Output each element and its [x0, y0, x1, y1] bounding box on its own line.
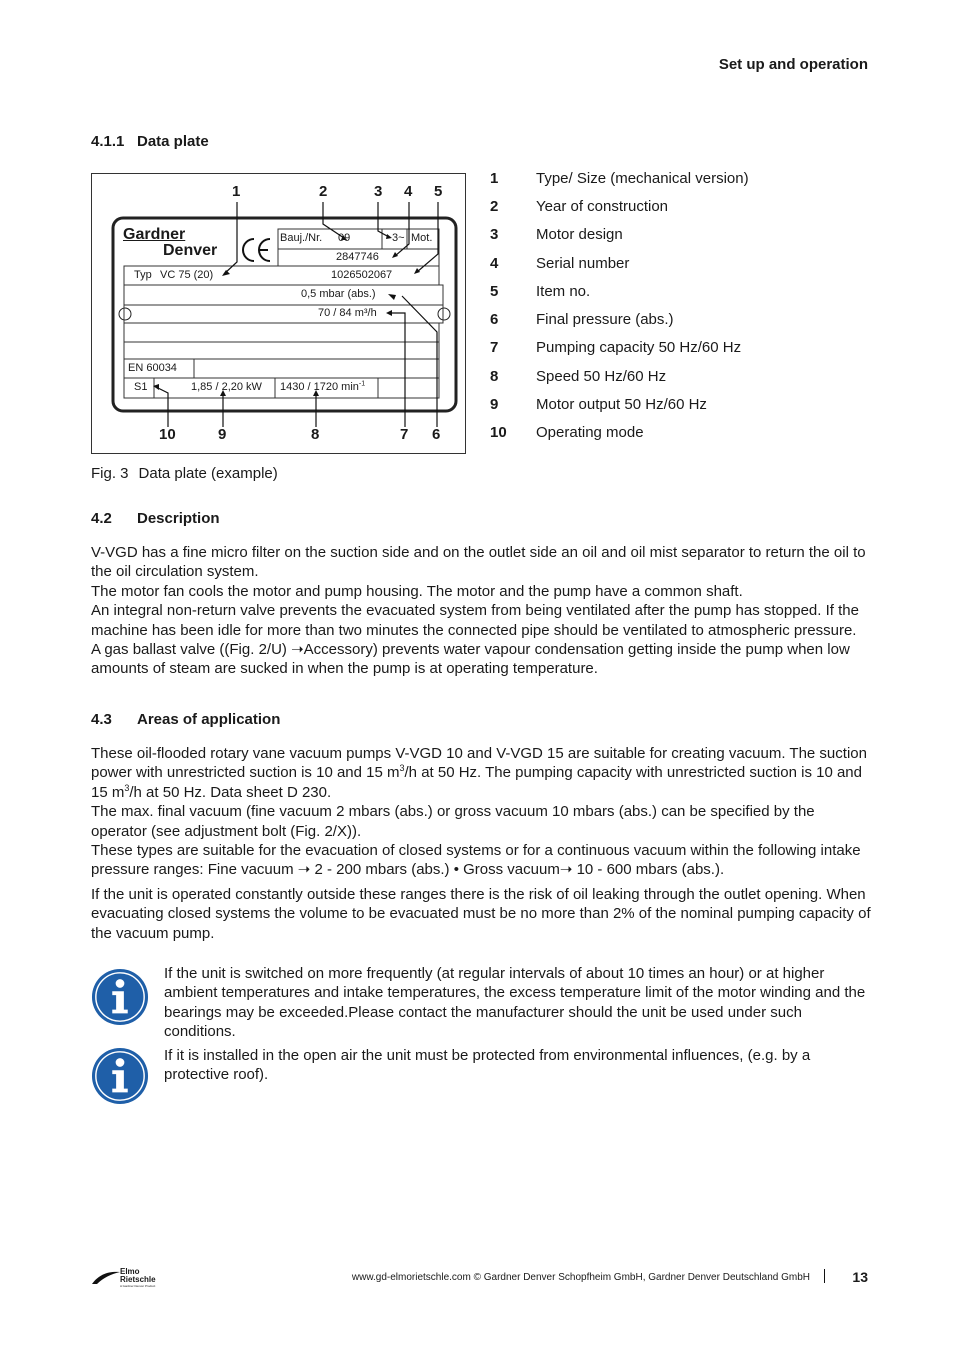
plate-speed	[280, 381, 365, 393]
section-heading-description	[91, 510, 220, 527]
info-note-1: If the unit is switched on more frequently (at regular intervals of about 10 times an hour) or at higher ambient temperatures and intake temperatures, the excess temperature limit of the motor winding and the bearings may be exceeded.Please contact the manufacturer should the unit be used under such conditions.	[164, 965, 866, 1041]
logo-line-2: Denver	[163, 242, 218, 259]
legend-text: Speed 50 Hz/60 Hz	[536, 368, 667, 385]
section-number: 4.1.1	[91, 133, 125, 150]
legend-text: Year of construction	[536, 198, 669, 215]
mounting-hole-right	[438, 308, 450, 320]
plate-item-no: 1026502067	[331, 269, 393, 281]
application-text	[91, 744, 871, 943]
callout-5: 5	[434, 183, 443, 200]
callout-2: 2	[319, 183, 328, 200]
plate-bauj-label: Bauj./Nr.	[280, 232, 323, 244]
plate-standard: EN 60034	[128, 362, 177, 374]
swoosh-icon	[91, 1270, 121, 1286]
description-paragraph: A gas ballast valve ((Fig. 2/U) ➝Accessory) prevents water vapour condensation getting inside the pump when low amounts of steam are sucked in when the pump is at operating temperature.	[91, 641, 850, 678]
legend-number: 9	[490, 396, 499, 413]
legend-text: Item no.	[536, 283, 591, 300]
logo-line-1: Gardner	[123, 226, 186, 243]
application-paragraph-3: These types are suitable for the evacuation of closed systems or for a continuous vacuum within the following intake pressure ranges: Fine vacuum ➝ 2 - 200 mbars (abs.) • Gross vacuum➝ 10 - 600 mbars (abs.).	[91, 842, 861, 879]
plate-serial: 2847746	[336, 251, 379, 263]
callout-8: 8	[311, 426, 320, 443]
info-icon	[91, 968, 149, 1031]
figure-label: Fig. 3	[91, 465, 129, 482]
text-run: /h at 50 Hz. Data sheet D 230.	[129, 783, 332, 801]
section-title: Areas of application	[137, 711, 281, 728]
footer-credits	[352, 1272, 810, 1283]
superscript: 3	[124, 782, 130, 793]
info-note-2: If it is installed in the open air the unit must be protected from environmental influences, (e.g. by a protective roof).	[164, 1047, 811, 1084]
plate-speed-exponent: -1	[358, 380, 366, 388]
elmo-rietschle-logo	[91, 1268, 171, 1290]
legend-text: Type/ Size (mechanical version)	[536, 170, 749, 187]
page-number: 13	[852, 1269, 868, 1285]
legend-number: 6	[490, 311, 499, 328]
callout-7: 7	[400, 426, 409, 443]
plate-typ-value: VC 75 (20)	[160, 269, 214, 281]
plate-output: 1,85 / 2,20 kW	[191, 381, 262, 393]
callout-9: 9	[218, 426, 227, 443]
legend-text: Serial number	[536, 255, 630, 272]
description-paragraph: The motor fan cools the motor and pump housing. The motor and the pump have a common shaft.	[91, 582, 743, 600]
plate-mode: S1	[134, 381, 148, 393]
logo-text	[120, 1268, 156, 1288]
section-heading-data-plate	[91, 133, 209, 150]
logo-line-1: Elmo	[120, 1267, 140, 1276]
application-paragraph-4: If the unit is operated constantly outside these ranges there is the risk of oil leaking through the outlet opening. When evacuating closed systems the volume to be evacuated must be no more than 2% of the nominal pumping capacity of the vacuum pump.	[91, 885, 871, 942]
figure-caption	[91, 465, 278, 482]
callout-4: 4	[404, 183, 413, 200]
superscript: 3	[399, 763, 405, 774]
plate-pumping-capacity: 70 / 84 m³/h	[318, 307, 377, 319]
legend-text: Final pressure (abs.)	[536, 311, 674, 328]
plate-speed-value: 1430 / 1720 min	[280, 381, 359, 393]
plate-phase: 3~	[392, 232, 405, 244]
footer-url[interactable]: www.gd-elmorietschle.com	[351, 1272, 471, 1283]
legend-number: 10	[490, 424, 507, 441]
section-title: Description	[137, 510, 220, 527]
info-icon	[91, 1047, 149, 1110]
legend-text: Pumping capacity 50 Hz/60 Hz	[536, 339, 742, 356]
legend-number: 7	[490, 339, 499, 356]
section-number: 4.3	[91, 711, 112, 728]
data-plate-figure	[91, 173, 466, 454]
callout-10: 10	[159, 426, 176, 443]
callout-1: 1	[232, 183, 241, 200]
gardner-denver-logo	[123, 227, 217, 259]
legend-number: 2	[490, 198, 499, 215]
plate-final-pressure: 0,5 mbar (abs.)	[301, 288, 376, 300]
figure-caption-text: Data plate (example)	[138, 465, 278, 482]
legend-number: 1	[490, 170, 499, 187]
section-title: Data plate	[137, 133, 209, 150]
running-header: Set up and operation	[718, 56, 868, 73]
legend-number: 3	[490, 226, 499, 243]
plate-typ-label: Typ	[134, 269, 152, 281]
plate-mot: Mot.	[411, 232, 433, 244]
text-run: /h at 50 Hz. The pumping capacity with unrestricted suction is 10 and 15 m	[91, 764, 862, 801]
footer-divider	[824, 1269, 825, 1283]
callout-6: 6	[432, 426, 441, 443]
description-paragraph: V-VGD has a fine micro filter on the suction side and on the outlet side an oil and oil mist separator to return the oil to the oil circulation system.	[91, 544, 866, 581]
callout-3: 3	[374, 183, 383, 200]
application-paragraph-1	[91, 744, 871, 802]
legend-text: Motor design	[536, 226, 623, 243]
section-number: 4.2	[91, 510, 112, 527]
legend-number: 8	[490, 368, 499, 385]
mounting-hole-left	[119, 308, 131, 320]
legend-text: Operating mode	[536, 424, 644, 441]
description-paragraph: An integral non-return valve prevents the evacuated system from being ventilated after the pump has stopped. If the machine has been idle for more than two minutes the connected pipe should be ventilated to atmospheric pressure.	[91, 602, 859, 639]
data-plate-drawing	[92, 174, 467, 455]
legend-number: 5	[490, 283, 499, 300]
legend-text: Motor output 50 Hz/60 Hz	[536, 396, 707, 413]
description-text	[91, 543, 871, 679]
legend-number: 4	[490, 255, 499, 272]
logo-tagline: A Gardner Denver Product	[120, 1284, 156, 1288]
text-run: These oil-flooded rotary vane vacuum pumps V-VGD 10 and V-VGD 15 are suitable for creating vacuum. The suction power with unrestricted suction is 10 and 15 m	[91, 745, 867, 782]
footer-copyright: © Gardner Denver Schopfheim GmbH, Gardner Denver Deutschland GmbH	[473, 1272, 810, 1283]
logo-line-2: Rietschle	[120, 1275, 156, 1284]
application-paragraph-2: The max. final vacuum (fine vacuum 2 mbars (abs.) or gross vacuum 10 mbars (abs.) can be specified by the operator (see adjustment bolt (Fig. 2/X)).	[91, 803, 815, 840]
section-heading-areas-of-application	[91, 711, 280, 728]
plate-bauj-value: 09	[338, 232, 351, 244]
